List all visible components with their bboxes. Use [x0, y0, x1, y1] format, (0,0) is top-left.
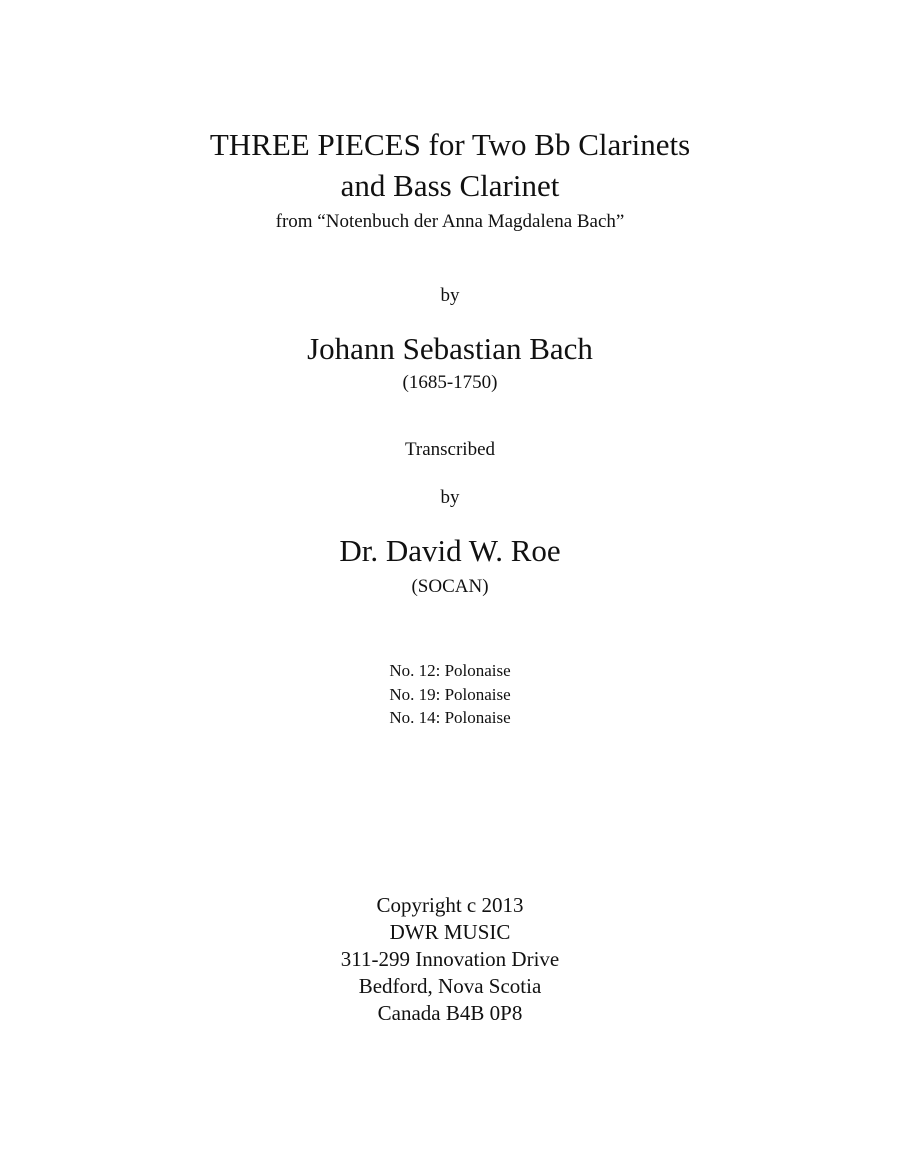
transcriber-affiliation: (SOCAN): [411, 576, 489, 597]
piece-item: No. 19: Polonaise: [389, 685, 511, 704]
address-line-3: Canada B4B 0P8: [377, 1001, 523, 1025]
piece-item: No. 14: Polonaise: [389, 708, 511, 727]
title-line-1: THREE PIECES for Two Bb Clarinets: [209, 127, 691, 162]
publisher-name: DWR MUSIC: [389, 920, 511, 944]
title-line-2: and Bass Clarinet: [340, 168, 560, 203]
transcribed-label: Transcribed: [404, 439, 496, 460]
address-line-2: Bedford, Nova Scotia: [358, 974, 542, 998]
copyright-notice: Copyright c 2013: [376, 893, 524, 917]
composer-by-label: by: [440, 285, 460, 306]
source-subtitle: from “Notenbuch der Anna Magdalena Bach”: [275, 211, 625, 232]
address-line-1: 311-299 Innovation Drive: [340, 947, 560, 971]
transcriber-name: Dr. David W. Roe: [339, 533, 561, 568]
composer-dates: (1685-1750): [402, 372, 498, 393]
piece-item: No. 12: Polonaise: [389, 661, 511, 680]
transcriber-by-label: by: [440, 487, 460, 508]
composer-name: Johann Sebastian Bach: [307, 331, 593, 366]
